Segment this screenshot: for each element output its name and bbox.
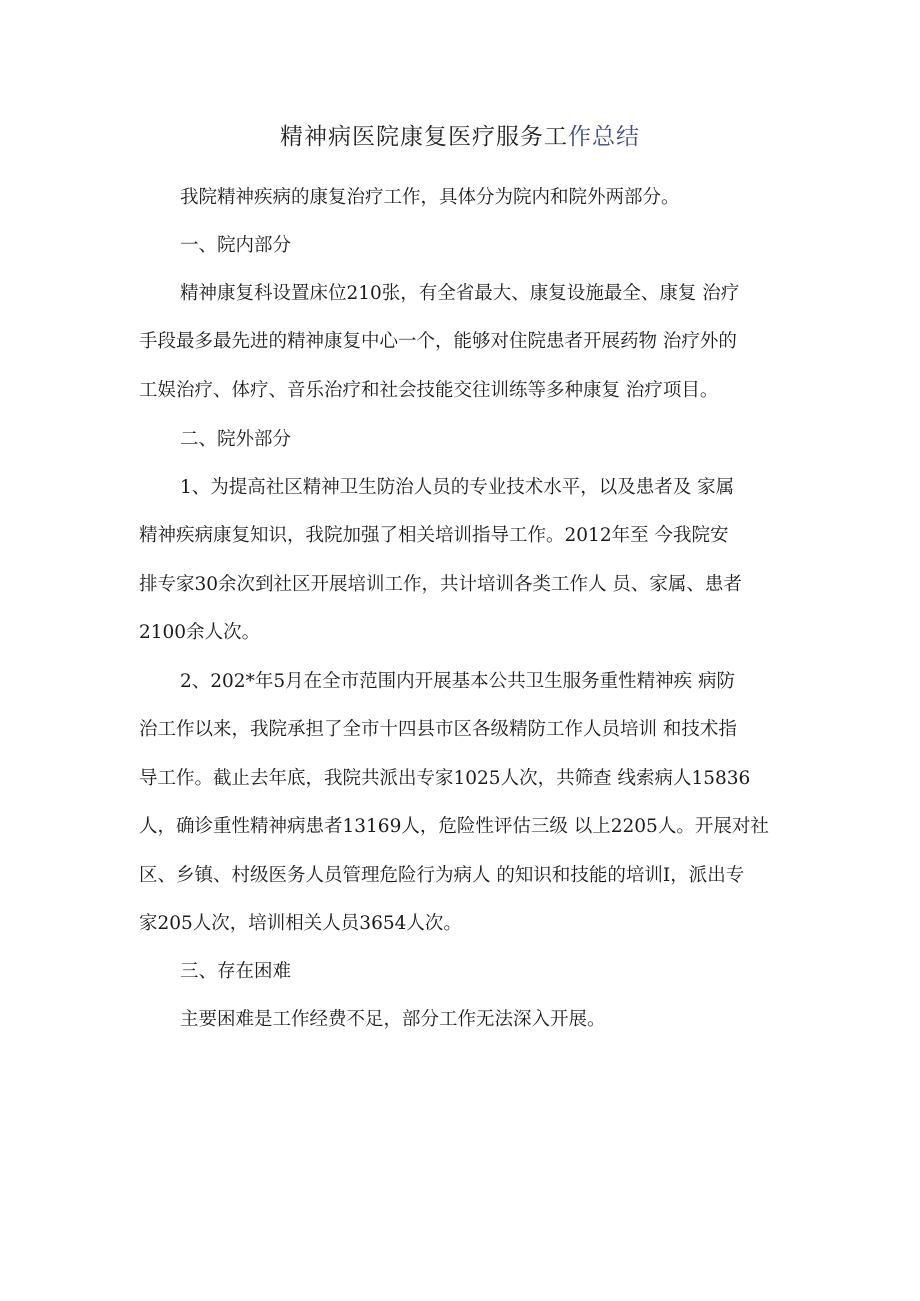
item1-line: 排专家30余次到社区开展培训工作，共计培训各类工作人 员、家属、患者 [139,573,742,595]
item2-line: 区、乡镇、村级医务人员管理危险行为病人 的知识和技能的培训I，派出专 [139,864,745,886]
intro-line: 我院精神疾病的康复治疗工作，具体分为院内和院外两部分。 [180,187,680,208]
item1-line: 2100余人次。 [139,622,261,644]
section1-line: 精神康复科设置床位210张，有全省最大、康复设施最全、康复 治疗 [180,283,740,304]
section1-heading-text: 一、院内部分 [180,235,292,256]
item2-paragraph [139,658,789,948]
section1-paragraph [139,270,789,415]
item2-line: 导工作。截止去年底，我院共派出专家1025人次，共筛查 线索病人15836 [139,767,751,789]
title-main: 精神病医院康复医疗服务工 [280,124,568,150]
item2-line: 治工作以来，我院承担了全市十四县市区各级精防工作人员培训 和技术指 [139,719,737,741]
section1-heading [139,222,789,270]
item1-line: 精神疾病康复知识，我院加强了相关培训指导工作。2012年至 今我院安 [139,525,729,547]
item2-line: 2、202*年5月在全市范围内开展基本公共卫生服务重性精神疾 病防 [180,671,735,692]
section3-paragraph [139,996,789,1044]
section1-line: 手段最多最先进的精神康复中心一个，能够对住院患者开展药物 治疗外的 [139,331,737,353]
section3-line: 主要困难是工作经费不足，部分工作无法深入开展。 [180,1009,606,1030]
item2-line: 人，确诊重性精神病患者13169人，危险性评估三级 以上2205人。开展对社 [139,816,769,838]
title-tail: 作总结 [568,124,640,150]
section3-heading-text: 三、存在困难 [180,961,292,982]
intro-paragraph [139,174,789,222]
section2-heading-text: 二、院外部分 [180,429,292,450]
item1-paragraph [139,464,789,658]
document-title [0,120,920,154]
item1-line: 1、为提高社区精神卫生防治人员的专业技术水平，以及患者及 家属 [180,477,735,498]
section3-heading [139,948,789,996]
item2-line: 家205人次，培训相关人员3654人次。 [139,913,462,935]
section2-heading [139,416,789,464]
section1-line: 工娱治疗、体疗、音乐治疗和社会技能交往训练等多种康复 治疗项目。 [139,379,719,401]
